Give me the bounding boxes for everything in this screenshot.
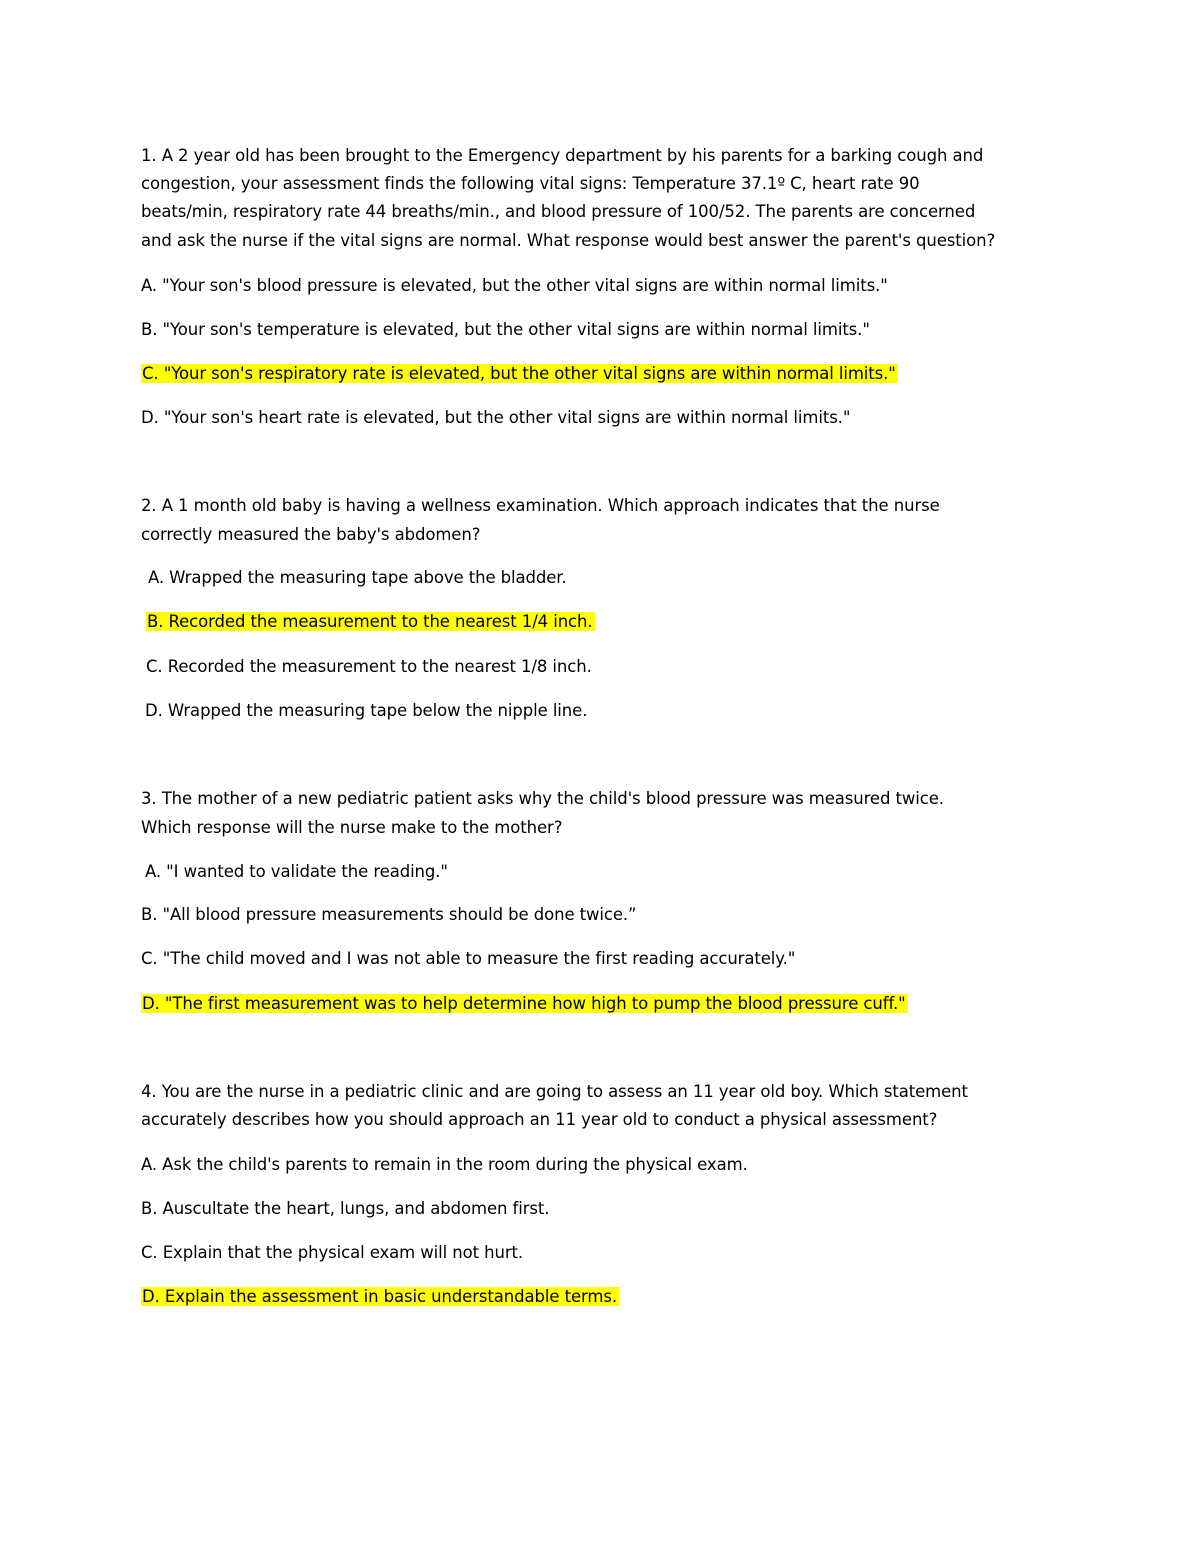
question-2-stem-line-2: correctly measured the baby's abdomen? <box>141 525 481 544</box>
option-text: A. "Your son's blood pressure is elevated, but the other vital signs are within normal limits." <box>141 276 888 295</box>
highlighted-answer: B. Recorded the measurement to the nearest 1/4 inch. <box>147 612 593 631</box>
option-text: B. "All blood pressure measurements should be done twice.” <box>141 905 637 924</box>
highlighted-answer: D. Explain the assessment in basic understandable terms. <box>142 1287 618 1306</box>
question-3-option-b <box>141 901 637 929</box>
question-3-stem-line-2: Which response will the nurse make to the mother? <box>141 818 563 837</box>
question-2-option-b <box>146 608 595 636</box>
question-4-option-b <box>141 1195 549 1223</box>
option-text: C. Explain that the physical exam will not hurt. <box>141 1243 524 1262</box>
option-text: D. Wrapped the measuring tape below the nipple line. <box>145 701 588 720</box>
question-2-option-d <box>145 697 587 725</box>
question-1-stem-line-2: congestion, your assessment finds the following vital signs: Temperature 37.1º C, heart rate 90 <box>141 174 920 193</box>
question-1-option-b <box>141 316 870 344</box>
option-text: A. Wrapped the measuring tape above the bladder. <box>148 568 567 587</box>
question-1-option-d <box>141 404 850 432</box>
question-1-option-a <box>141 272 888 300</box>
option-text: A. "I wanted to validate the reading." <box>145 862 448 881</box>
question-3-option-c <box>141 945 795 973</box>
question-2-option-a <box>148 564 567 592</box>
question-3-option-d <box>141 990 908 1018</box>
question-4-option-c <box>141 1239 523 1267</box>
question-3-stem-line-1: 3. The mother of a new pediatric patient asks why the child's blood pressure was measured twice. <box>141 789 944 808</box>
question-1-stem-line-4: and ask the nurse if the vital signs are normal. What response would best answer the parent's question? <box>141 231 996 250</box>
highlighted-answer: C. "Your son's respiratory rate is elevated, but the other vital signs are within normal limits." <box>142 364 896 383</box>
option-text: B. "Your son's temperature is elevated, but the other vital signs are within normal limits." <box>141 320 870 339</box>
question-1-option-c <box>141 360 898 388</box>
option-text: D. "Your son's heart rate is elevated, but the other vital signs are within normal limits." <box>141 408 851 427</box>
option-text: B. Auscultate the heart, lungs, and abdomen first. <box>141 1199 550 1218</box>
question-2-option-c <box>146 653 592 681</box>
question-1-stem-line-3: beats/min, respiratory rate 44 breaths/min., and blood pressure of 100/52. The parents are concerned <box>141 202 976 221</box>
question-2-stem-line-1: 2. A 1 month old baby is having a wellness examination. Which approach indicates that the nurse <box>141 496 940 515</box>
question-3-option-a <box>145 858 448 886</box>
question-4-option-a <box>141 1151 748 1179</box>
option-text: C. Recorded the measurement to the nearest 1/8 inch. <box>146 657 592 676</box>
question-4-stem-line-2: accurately describes how you should approach an 11 year old to conduct a physical assessment? <box>141 1110 938 1129</box>
option-text: C. "The child moved and I was not able to measure the first reading accurately." <box>141 949 796 968</box>
highlighted-answer: D. "The first measurement was to help determine how high to pump the blood pressure cuff." <box>142 994 906 1013</box>
question-1-stem-line-1: 1. A 2 year old has been brought to the Emergency department by his parents for a barking cough and <box>141 146 984 165</box>
option-text: A. Ask the child's parents to remain in the room during the physical exam. <box>141 1155 748 1174</box>
question-4-stem-line-1: 4. You are the nurse in a pediatric clinic and are going to assess an 11 year old boy. Which statement <box>141 1082 968 1101</box>
question-4-option-d <box>141 1283 619 1311</box>
